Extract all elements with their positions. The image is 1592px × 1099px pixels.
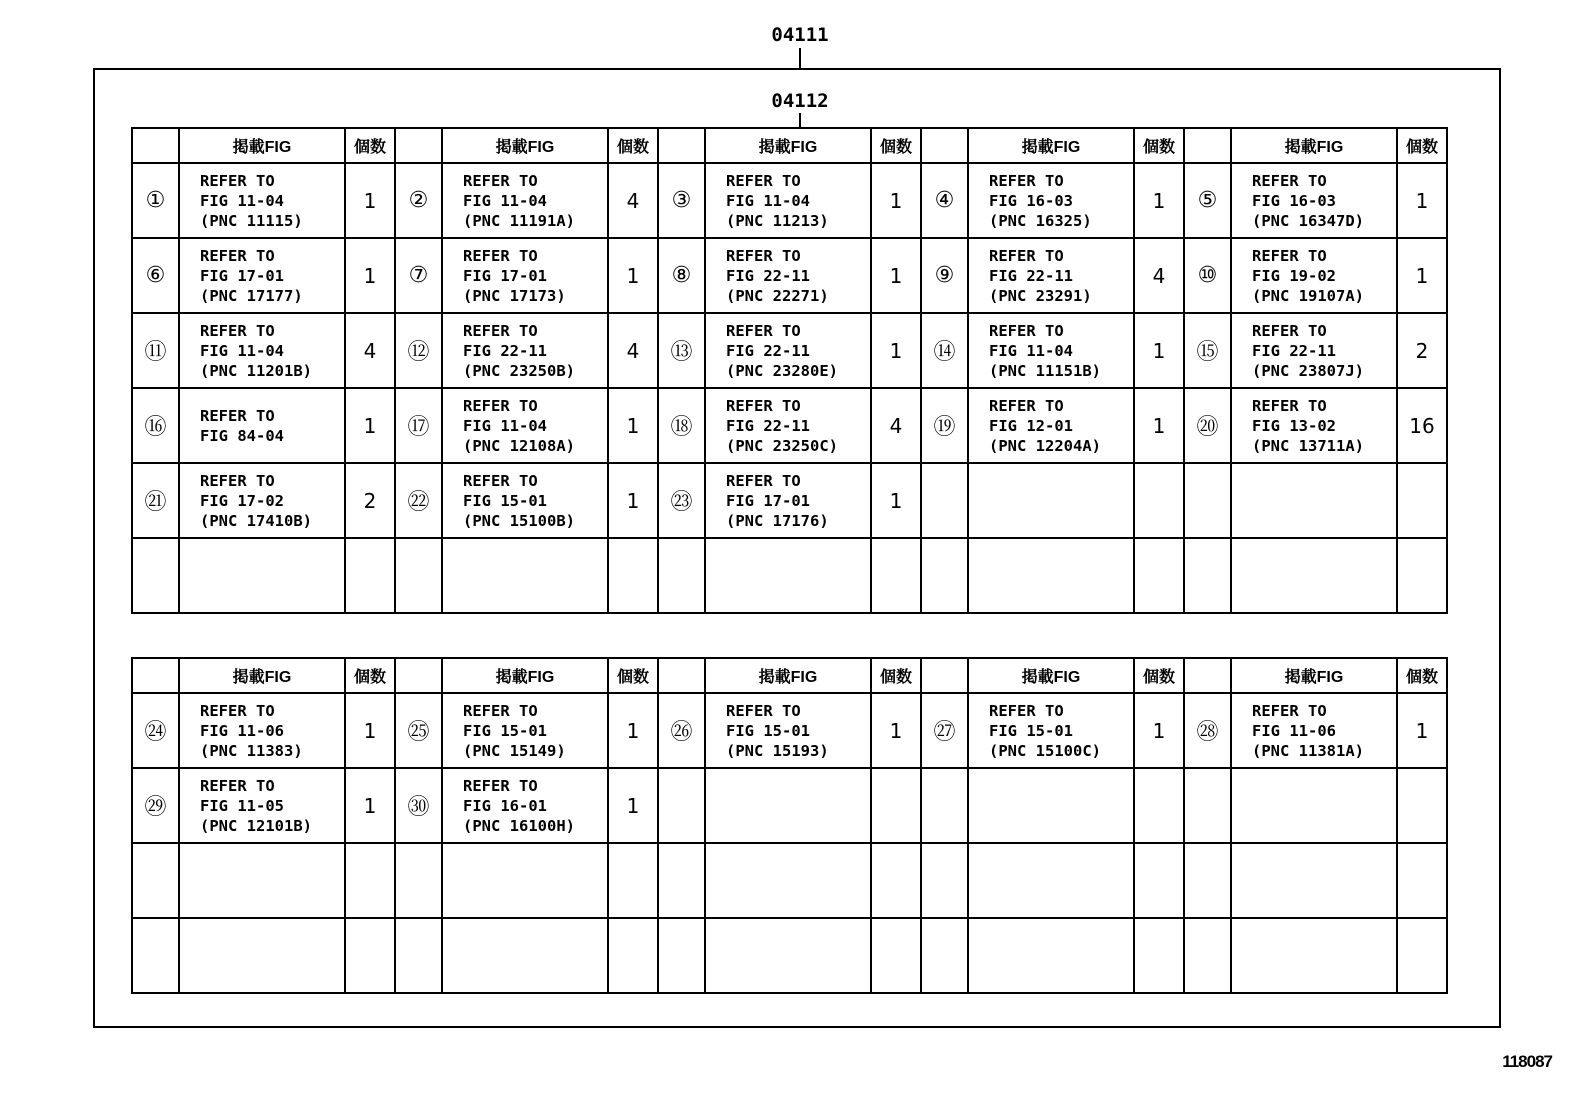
fig-reference xyxy=(1231,313,1397,388)
fig-reference xyxy=(442,768,608,843)
quantity: 4 xyxy=(608,313,658,388)
reference-line: (PNC 23291) xyxy=(989,286,1092,305)
item-number xyxy=(132,843,179,918)
reference-line: FIG 22-11 xyxy=(1252,341,1336,360)
reference-line: (PNC 15100B) xyxy=(463,511,575,530)
fig-reference xyxy=(968,693,1134,768)
reference-line: REFER TO xyxy=(200,171,275,190)
table-row xyxy=(132,843,1447,918)
header-qty: 個数 xyxy=(1134,128,1184,163)
quantity: 1 xyxy=(608,693,658,768)
reference-line: FIG 22-11 xyxy=(989,266,1073,285)
table-row xyxy=(132,768,1447,843)
reference-line: REFER TO xyxy=(463,396,538,415)
reference-line: (PNC 11115) xyxy=(200,211,303,230)
quantity: 1 xyxy=(1134,693,1184,768)
reference-line: REFER TO xyxy=(726,471,801,490)
reference-line: (PNC 11213) xyxy=(726,211,829,230)
reference-line: REFER TO xyxy=(726,321,801,340)
quantity: 1 xyxy=(871,313,921,388)
reference-line: (PNC 16347D) xyxy=(1252,211,1364,230)
item-number xyxy=(658,918,705,993)
item-number xyxy=(921,463,968,538)
header-fig: 掲載FIG xyxy=(968,128,1134,163)
quantity: 1 xyxy=(1397,163,1447,238)
fig-reference xyxy=(968,163,1134,238)
reference-line: REFER TO xyxy=(1252,396,1327,415)
reference-line: FIG 84-04 xyxy=(200,426,284,445)
header-qty: 個数 xyxy=(871,128,921,163)
quantity xyxy=(1134,843,1184,918)
fig-reference xyxy=(1231,463,1397,538)
reference-line: REFER TO xyxy=(200,701,275,720)
reference-line: FIG 17-01 xyxy=(200,266,284,285)
fig-reference xyxy=(179,693,345,768)
header-index-cell xyxy=(395,128,442,163)
reference-line: (PNC 12204A) xyxy=(989,436,1101,455)
fig-reference xyxy=(442,918,608,993)
quantity: 1 xyxy=(1397,693,1447,768)
quantity xyxy=(608,843,658,918)
item-number: ⑥ xyxy=(132,238,179,313)
item-number: ⑲ xyxy=(921,388,968,463)
reference-line: FIG 22-11 xyxy=(726,266,810,285)
item-number xyxy=(1184,918,1231,993)
item-number: ⑰ xyxy=(395,388,442,463)
fig-reference xyxy=(705,238,871,313)
reference-line: (PNC 11151B) xyxy=(989,361,1101,380)
table-row xyxy=(132,163,1447,238)
quantity xyxy=(1134,463,1184,538)
fig-reference xyxy=(1231,538,1397,613)
item-number: ⑳ xyxy=(1184,388,1231,463)
quantity: 1 xyxy=(608,463,658,538)
reference-line: REFER TO xyxy=(463,701,538,720)
reference-line: FIG 12-01 xyxy=(989,416,1073,435)
item-number xyxy=(658,538,705,613)
label-04112: 04112 xyxy=(771,90,829,112)
table-row xyxy=(132,463,1447,538)
reference-line: REFER TO xyxy=(726,396,801,415)
header-fig: 掲載FIG xyxy=(705,658,871,693)
reference-line: REFER TO xyxy=(463,246,538,265)
header-index-cell xyxy=(1184,658,1231,693)
item-number: ㉚ xyxy=(395,768,442,843)
header-qty: 個数 xyxy=(608,658,658,693)
header-fig: 掲載FIG xyxy=(1231,128,1397,163)
reference-line: FIG 11-04 xyxy=(200,341,284,360)
reference-line: REFER TO xyxy=(200,321,275,340)
quantity xyxy=(608,538,658,613)
fig-reference xyxy=(705,388,871,463)
header-index-cell xyxy=(132,658,179,693)
fig-reference xyxy=(705,313,871,388)
quantity: 1 xyxy=(345,238,395,313)
label-04111: 04111 xyxy=(771,24,829,46)
item-number: ⑫ xyxy=(395,313,442,388)
quantity: 1 xyxy=(345,768,395,843)
fig-reference xyxy=(968,538,1134,613)
header-index-cell xyxy=(395,658,442,693)
reference-line: FIG 15-01 xyxy=(463,721,547,740)
fig-reference xyxy=(705,693,871,768)
item-number: ⑨ xyxy=(921,238,968,313)
item-number xyxy=(921,768,968,843)
fig-reference xyxy=(179,163,345,238)
item-number xyxy=(395,918,442,993)
quantity xyxy=(345,538,395,613)
leader-line-inner xyxy=(799,113,801,128)
fig-reference xyxy=(442,388,608,463)
reference-line: REFER TO xyxy=(463,776,538,795)
fig-reference xyxy=(968,388,1134,463)
item-number: ⑪ xyxy=(132,313,179,388)
item-number: ③ xyxy=(658,163,705,238)
reference-line: (PNC 12108A) xyxy=(463,436,575,455)
header-qty: 個数 xyxy=(608,128,658,163)
fig-reference xyxy=(1231,388,1397,463)
fig-reference xyxy=(968,918,1134,993)
reference-line: (PNC 11201B) xyxy=(200,361,312,380)
quantity: 1 xyxy=(871,463,921,538)
reference-line: (PNC 11383) xyxy=(200,741,303,760)
reference-line: REFER TO xyxy=(726,246,801,265)
reference-line: REFER TO xyxy=(1252,171,1327,190)
item-number: ⑦ xyxy=(395,238,442,313)
fig-reference xyxy=(442,163,608,238)
table-row xyxy=(132,313,1447,388)
reference-line: (PNC 11381A) xyxy=(1252,741,1364,760)
reference-line: (PNC 19107A) xyxy=(1252,286,1364,305)
reference-line: REFER TO xyxy=(463,471,538,490)
table-row xyxy=(132,693,1447,768)
reference-line: REFER TO xyxy=(989,321,1064,340)
item-number xyxy=(921,538,968,613)
quantity xyxy=(871,538,921,613)
reference-line: (PNC 17176) xyxy=(726,511,829,530)
reference-line: FIG 11-04 xyxy=(989,341,1073,360)
reference-line: (PNC 23280E) xyxy=(726,361,838,380)
item-number: ⑤ xyxy=(1184,163,1231,238)
quantity: 1 xyxy=(871,238,921,313)
quantity xyxy=(871,843,921,918)
reference-line: (PNC 22271) xyxy=(726,286,829,305)
quantity xyxy=(345,843,395,918)
reference-line: (PNC 15193) xyxy=(726,741,829,760)
fig-reference xyxy=(442,843,608,918)
quantity: 1 xyxy=(871,163,921,238)
item-number: ㉒ xyxy=(395,463,442,538)
reference-line: FIG 22-11 xyxy=(726,416,810,435)
item-number: ㉕ xyxy=(395,693,442,768)
reference-line: FIG 16-03 xyxy=(1252,191,1336,210)
fig-reference xyxy=(179,463,345,538)
quantity: 1 xyxy=(1397,238,1447,313)
quantity: 1 xyxy=(608,768,658,843)
quantity: 2 xyxy=(345,463,395,538)
item-number: ㉙ xyxy=(132,768,179,843)
fig-reference xyxy=(705,843,871,918)
fig-reference xyxy=(179,538,345,613)
header-qty: 個数 xyxy=(871,658,921,693)
fig-reference xyxy=(705,538,871,613)
header-fig: 掲載FIG xyxy=(1231,658,1397,693)
reference-line: FIG 11-06 xyxy=(1252,721,1336,740)
fig-reference xyxy=(442,463,608,538)
figure-code: 118087 xyxy=(1502,1052,1552,1071)
reference-line: REFER TO xyxy=(989,701,1064,720)
reference-line: FIG 17-01 xyxy=(463,266,547,285)
item-number xyxy=(658,768,705,843)
reference-line: (PNC 16100H) xyxy=(463,816,575,835)
reference-line: FIG 11-04 xyxy=(726,191,810,210)
reference-line: REFER TO xyxy=(200,406,275,425)
item-number xyxy=(1184,843,1231,918)
item-number: ㉓ xyxy=(658,463,705,538)
reference-line: FIG 11-05 xyxy=(200,796,284,815)
reference-line: REFER TO xyxy=(1252,246,1327,265)
item-number: ⑧ xyxy=(658,238,705,313)
reference-line: REFER TO xyxy=(463,171,538,190)
item-number: ㉖ xyxy=(658,693,705,768)
header-fig: 掲載FIG xyxy=(442,658,608,693)
reference-line: (PNC 17410B) xyxy=(200,511,312,530)
item-number: ① xyxy=(132,163,179,238)
header-row xyxy=(132,128,1447,163)
item-number: ㉔ xyxy=(132,693,179,768)
item-number xyxy=(132,918,179,993)
fig-reference xyxy=(1231,163,1397,238)
quantity: 1 xyxy=(345,693,395,768)
quantity: 1 xyxy=(608,238,658,313)
fig-reference xyxy=(179,768,345,843)
quantity: 1 xyxy=(1134,313,1184,388)
reference-line: FIG 19-02 xyxy=(1252,266,1336,285)
reference-line: REFER TO xyxy=(463,321,538,340)
header-fig: 掲載FIG xyxy=(442,128,608,163)
header-fig: 掲載FIG xyxy=(705,128,871,163)
fig-reference xyxy=(1231,918,1397,993)
quantity xyxy=(871,768,921,843)
table-row xyxy=(132,238,1447,313)
reference-line: FIG 11-04 xyxy=(463,416,547,435)
item-number xyxy=(921,918,968,993)
quantity xyxy=(608,918,658,993)
fig-reference xyxy=(1231,238,1397,313)
reference-line: REFER TO xyxy=(989,171,1064,190)
fig-reference xyxy=(1231,693,1397,768)
reference-line: (PNC 17173) xyxy=(463,286,566,305)
table-row xyxy=(132,538,1447,613)
fig-reference xyxy=(968,313,1134,388)
quantity xyxy=(1134,768,1184,843)
reference-line: FIG 11-06 xyxy=(200,721,284,740)
table-row xyxy=(132,918,1447,993)
header-qty: 個数 xyxy=(345,658,395,693)
quantity: 16 xyxy=(1397,388,1447,463)
fig-reference xyxy=(705,768,871,843)
fig-reference xyxy=(442,238,608,313)
item-number xyxy=(1184,538,1231,613)
header-qty: 個数 xyxy=(1397,128,1447,163)
quantity: 1 xyxy=(1134,388,1184,463)
item-number xyxy=(132,538,179,613)
fig-reference xyxy=(968,238,1134,313)
fig-reference xyxy=(179,918,345,993)
quantity: 4 xyxy=(871,388,921,463)
reference-line: REFER TO xyxy=(989,246,1064,265)
quantity: 1 xyxy=(345,163,395,238)
fig-reference xyxy=(968,463,1134,538)
item-number: ⑮ xyxy=(1184,313,1231,388)
item-number: ⑯ xyxy=(132,388,179,463)
fig-reference xyxy=(705,163,871,238)
reference-line: REFER TO xyxy=(989,396,1064,415)
reference-line: (PNC 17177) xyxy=(200,286,303,305)
fig-reference xyxy=(968,768,1134,843)
fig-reference xyxy=(442,693,608,768)
reference-line: (PNC 23250B) xyxy=(463,361,575,380)
reference-line: (PNC 12101B) xyxy=(200,816,312,835)
quantity: 1 xyxy=(1134,163,1184,238)
reference-line: REFER TO xyxy=(1252,701,1327,720)
reference-line: (PNC 13711A) xyxy=(1252,436,1364,455)
header-qty: 個数 xyxy=(345,128,395,163)
reference-line: REFER TO xyxy=(726,171,801,190)
fig-reference xyxy=(1231,843,1397,918)
fig-reference xyxy=(705,463,871,538)
header-index-cell xyxy=(1184,128,1231,163)
reference-line: FIG 15-01 xyxy=(463,491,547,510)
fig-reference xyxy=(179,238,345,313)
leader-line-outer xyxy=(799,48,801,68)
reference-table-1 xyxy=(131,127,1448,614)
quantity: 1 xyxy=(608,388,658,463)
reference-line: FIG 16-01 xyxy=(463,796,547,815)
item-number: ㉑ xyxy=(132,463,179,538)
quantity xyxy=(1397,918,1447,993)
reference-line: FIG 22-11 xyxy=(463,341,547,360)
quantity: 1 xyxy=(345,388,395,463)
quantity xyxy=(1397,768,1447,843)
quantity: 1 xyxy=(871,693,921,768)
reference-line: FIG 16-03 xyxy=(989,191,1073,210)
quantity: 4 xyxy=(608,163,658,238)
fig-reference xyxy=(179,388,345,463)
reference-line: REFER TO xyxy=(200,246,275,265)
header-fig: 掲載FIG xyxy=(968,658,1134,693)
fig-reference xyxy=(179,313,345,388)
reference-line: REFER TO xyxy=(200,471,275,490)
reference-line: FIG 15-01 xyxy=(989,721,1073,740)
reference-line: REFER TO xyxy=(1252,321,1327,340)
quantity xyxy=(1397,463,1447,538)
reference-line: FIG 17-01 xyxy=(726,491,810,510)
header-qty: 個数 xyxy=(1134,658,1184,693)
item-number: ㉘ xyxy=(1184,693,1231,768)
item-number: ② xyxy=(395,163,442,238)
item-number: ⑬ xyxy=(658,313,705,388)
reference-line: FIG 13-02 xyxy=(1252,416,1336,435)
quantity xyxy=(1134,538,1184,613)
table-row xyxy=(132,388,1447,463)
item-number: ⑭ xyxy=(921,313,968,388)
quantity xyxy=(871,918,921,993)
reference-line: FIG 22-11 xyxy=(726,341,810,360)
header-fig: 掲載FIG xyxy=(179,128,345,163)
item-number xyxy=(395,538,442,613)
quantity: 4 xyxy=(345,313,395,388)
item-number: ⑱ xyxy=(658,388,705,463)
item-number xyxy=(395,843,442,918)
header-fig: 掲載FIG xyxy=(179,658,345,693)
quantity xyxy=(1134,918,1184,993)
quantity: 4 xyxy=(1134,238,1184,313)
fig-reference xyxy=(179,843,345,918)
reference-line: FIG 11-04 xyxy=(200,191,284,210)
fig-reference xyxy=(1231,768,1397,843)
fig-reference xyxy=(442,538,608,613)
header-index-cell xyxy=(132,128,179,163)
quantity xyxy=(1397,538,1447,613)
reference-line: FIG 11-04 xyxy=(463,191,547,210)
quantity xyxy=(345,918,395,993)
item-number xyxy=(658,843,705,918)
quantity: 2 xyxy=(1397,313,1447,388)
header-qty: 個数 xyxy=(1397,658,1447,693)
fig-reference xyxy=(968,843,1134,918)
item-number xyxy=(1184,768,1231,843)
header-index-cell xyxy=(921,658,968,693)
reference-line: REFER TO xyxy=(200,776,275,795)
reference-line: (PNC 15149) xyxy=(463,741,566,760)
reference-table-2 xyxy=(131,657,1448,994)
header-row xyxy=(132,658,1447,693)
fig-reference xyxy=(705,918,871,993)
reference-line: FIG 17-02 xyxy=(200,491,284,510)
reference-line: (PNC 15100C) xyxy=(989,741,1101,760)
header-index-cell xyxy=(921,128,968,163)
header-index-cell xyxy=(658,128,705,163)
item-number: ⑩ xyxy=(1184,238,1231,313)
fig-reference xyxy=(442,313,608,388)
reference-line: (PNC 11191A) xyxy=(463,211,575,230)
item-number: ④ xyxy=(921,163,968,238)
item-number xyxy=(921,843,968,918)
reference-line: (PNC 23807J) xyxy=(1252,361,1364,380)
item-number: ㉗ xyxy=(921,693,968,768)
reference-line: (PNC 16325) xyxy=(989,211,1092,230)
reference-line: REFER TO xyxy=(726,701,801,720)
reference-line: FIG 15-01 xyxy=(726,721,810,740)
reference-line: (PNC 23250C) xyxy=(726,436,838,455)
item-number xyxy=(1184,463,1231,538)
quantity xyxy=(1397,843,1447,918)
header-index-cell xyxy=(658,658,705,693)
